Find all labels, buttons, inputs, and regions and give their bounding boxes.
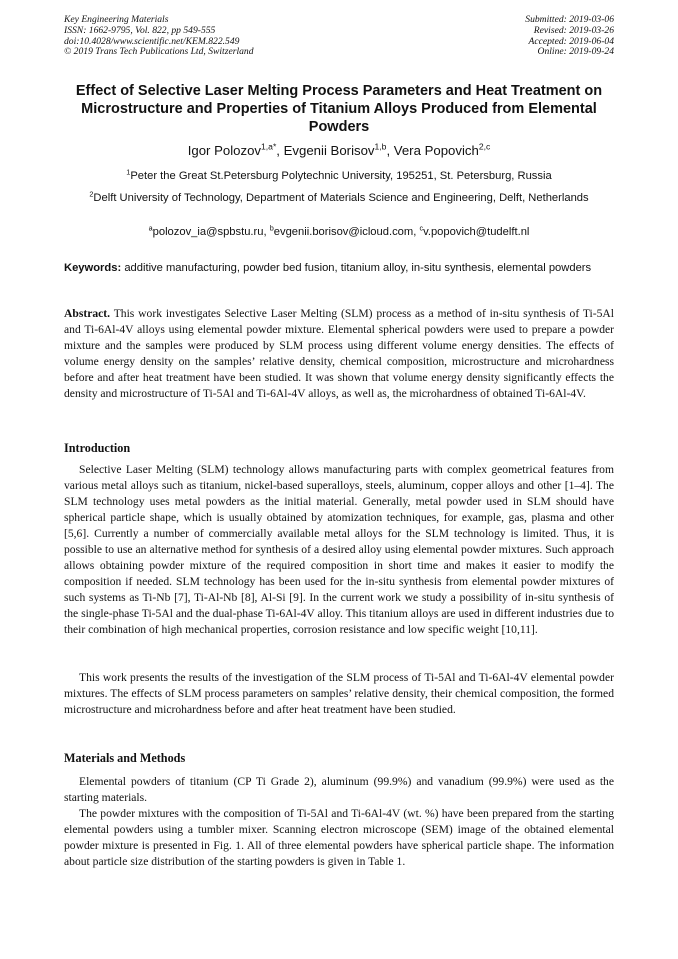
methods-heading: Materials and Methods [64,751,186,765]
affiliation-superscript: 2 [89,189,94,199]
affiliation-1 [64,168,614,184]
keywords-label: Keywords: [64,262,122,274]
introduction-heading: Introduction [64,441,131,455]
author-list: Igor Polozov$^{1,a*}$, Evgenii Borisov$^{1,b}$, Vera Popovich$^{2,c}$ [187,141,491,158]
email-link[interactable]: v.popovich@tudelft.nl [423,226,530,238]
author-superscript: 1,b [374,141,387,152]
paper-title: Effect of Selective Laser Melting Process Parameters and Heat Treatment on Microstructure and Properties of Titanium Alloys Produced from Elemental Powders [75,83,603,135]
date-online: Online: 2019-09-24 [537,46,614,58]
dates-header [525,15,614,58]
abstract [64,306,614,402]
journal-copyright: © 2019 Trans Tech Publications Ltd, Switzerland [64,46,254,58]
author-name: Igor Polozov [187,143,262,158]
affiliation-text: Delft University of Technology, Department of Materials Science and Engineering, Delft, Netherlands [93,192,589,204]
keywords-text: additive manufacturing, powder bed fusion, titanium alloy, in-situ synthesis, elemental powders [124,262,592,274]
email-link[interactable]: evgenii.borisov@icloud.com [273,226,414,238]
email-superscript: c [419,223,424,233]
email-superscript: a [148,223,153,233]
methods-paragraph: Elemental powders of titanium (CP Ti Grade 2), aluminum (99.9%) and vanadium (99.9%) were used as the starting materials. [64,775,614,804]
introduction-paragraph: Selective Laser Melting (SLM) technology allows manufacturing parts with complex geometrical features from various metal alloys such as titanium, nickel-based superalloys, steels, aluminum, copper alloys and other [1–4]. The SLM technology uses metal powders as the initial material. Generally, metal powder used in SLM should have spherical particle shape, which is usually obtained by atomization techniques, for example, gas, plasma and other [5,6]. Currently a number of commercially available metal alloys for the SLM technology is limited. Thus, it is possible to use an alternative method for synthesis of a desired alloy using elemental powder mixtures. Such approach allows obtaining powder mixture of the required composition in short time and makes it easier to modify the composition if needed. SLM technology has been used for the in-situ synthesis from elemental powder mixtures of such systems as Ti-Nb [7], Ti-Al-Nb [8], Al-Si [9]. In the current work we study a possibility of in-situ synthesis of the single-phase Ti-5Al and the dual-phase Ti-6Al-4V alloy. This titanium alloys are used in different industries due to their combination of high mechanical properties, corrosion resistance and low specific weight [10,11]. [64,463,614,636]
date-submitted: Submitted: 2019-03-06 [525,14,614,25]
abstract-label: Abstract. [64,307,111,320]
methods-paragraph: The powder mixtures with the composition of Ti-5Al and Ti-6Al-4V (wt. %) have been prepared from the starting elemental powders using a tumbler mixer. Scanning electron microscope (SEM) image of the obtained elemental powder mixture is presented in Fig. 1. All of three elemental powders have spherical particle shape. The information about particle size distribution of the starting powders is given in Table 1. [64,807,614,868]
affiliation-2 [64,190,614,206]
journal-header [64,15,254,58]
author-superscript: 2,c [478,141,491,152]
affiliation-text: Peter the Great St.Petersburg Polytechnic University, 195251, St. Petersburg, Russia [130,170,552,182]
email-superscript: b [269,223,274,233]
affiliation-superscript: 1 [126,167,131,177]
author-name: Vera Popovich [393,143,479,158]
author-name: Evgenii Borisov [283,143,375,158]
journal-name: Key Engineering Materials [64,14,169,25]
journal-doi: doi:10.4028/www.scientific.net/KEM.822.549 [64,35,240,47]
journal-issn: ISSN: 1662-9795, Vol. 822, pp 549-555 [64,24,216,36]
abstract-text: This work investigates Selective Laser Melting (SLM) process as a method of in-situ synthesis of Ti-5Al and Ti-6Al-4V alloys using elemental powder mixture. Elemental spherical powders were used to prepare a powder mixture and the samples were produced by SLM process using different volume energy densities. The effects of volume energy density on the samples’ relative density, chemical composition, microstructure and microhardness before and after heat treatment have been studied. It was shown that volume energy density significantly effects the density and microstructure of Ti-5Al and Ti-6Al-4V alloys, as well as, the microhardness of obtained Ti-6Al-4V. [64,307,614,400]
introduction-paragraph: This work presents the results of the investigation of the SLM process of Ti-5Al and Ti-6Al-4V elemental powder mixtures. The effects of SLM process parameters on samples’ relative density, their chemical composition, the formed microstructure and microhardness before and after heat treatment have been studied. [64,671,614,716]
email-link[interactable]: polozov_ia@spbstu.ru [152,226,264,238]
date-revised: Revised: 2019-03-26 [533,24,614,36]
date-accepted: Accepted: 2019-06-04 [528,35,614,47]
author-superscript: 1,a* [261,141,277,152]
keywords [64,261,614,276]
author-emails: $^a$polozov_ia@spbstu.ru, $^b$evgenii.borisov@icloud.com, $^c$v.popovich@tudelft.nl [148,223,530,238]
